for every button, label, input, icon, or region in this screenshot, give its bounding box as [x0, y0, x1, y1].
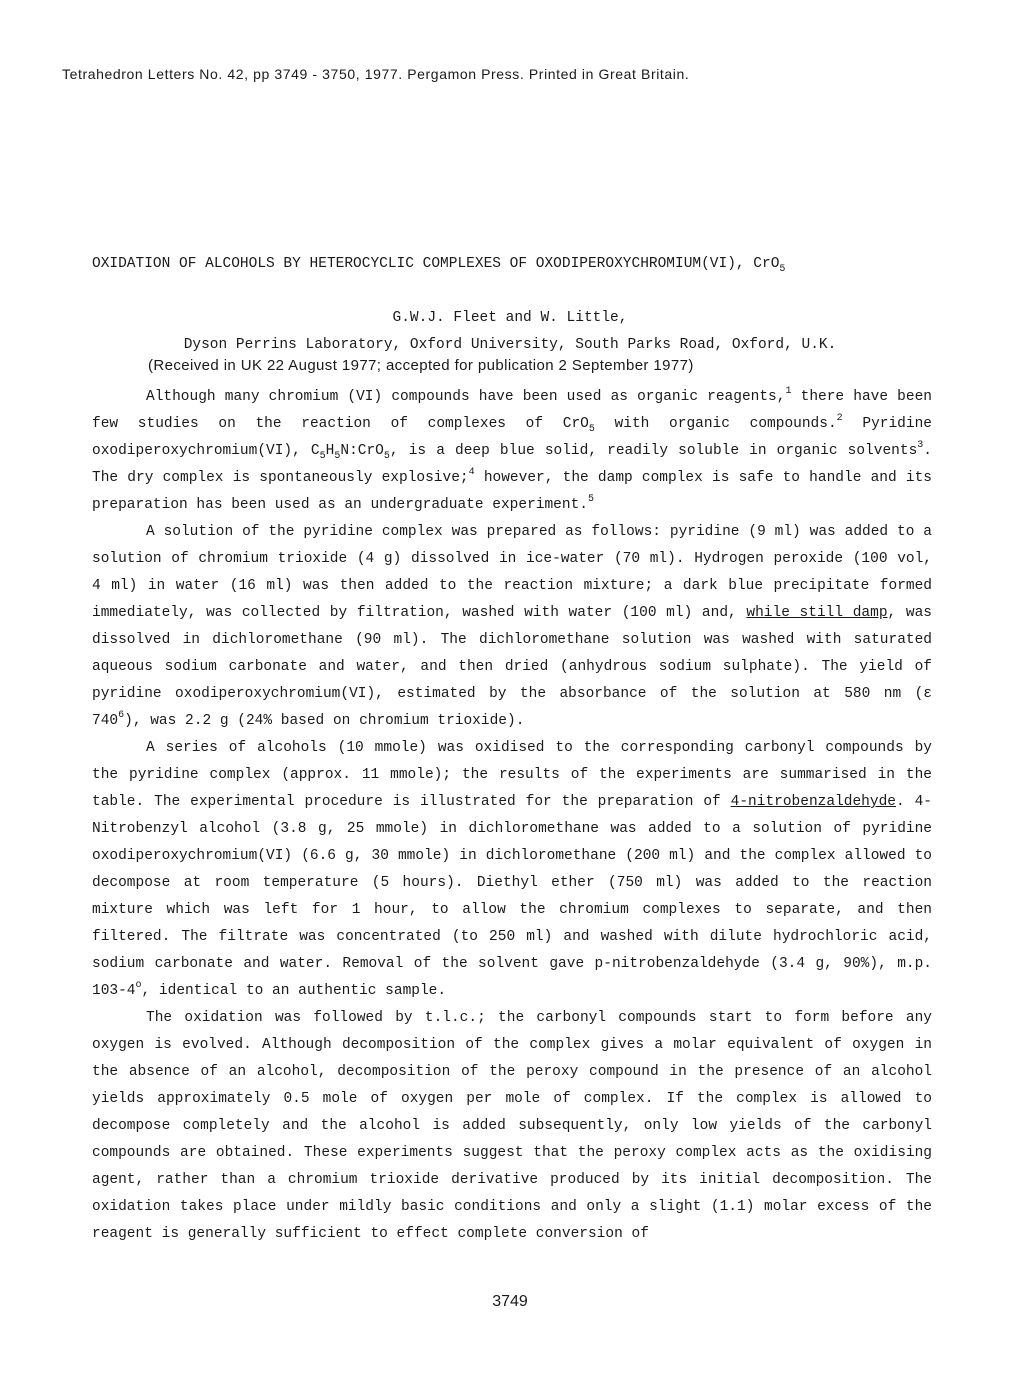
p3-text-a: A series of alcohols (10 mmole) was oxidised to the corresponding carbonyl compounds by the pyridine complex (approx. 11 mmole); the results of the experiments are summarised in the table. The experimental procedure is illustrated for the preparation of: [92, 740, 932, 810]
title-text: OXIDATION OF ALCOHOLS BY HETEROCYCLIC COMPLEXES OF OXODIPEROXYCHROMIUM(VI), CrO: [92, 256, 780, 272]
p1-text-f: N:CrO: [340, 443, 384, 459]
reference-6: 6: [118, 710, 125, 721]
p1-subscript-1: 5: [588, 424, 595, 435]
paragraph-1: [92, 384, 932, 519]
p2-text-b: , was dissolved in dichloromethane (90 ml). The dichloromethane solution was washed with saturated aqueous sodium carbonate and water, and then dried (anhydrous sodium sulphate). The yield of pyridine oxodiperoxychromium(VI), estimated by the absorbance of the solution at 580 nm (ε 740: [92, 605, 932, 729]
p1-text-g: , is a deep blue solid, readily soluble in organic solvents: [389, 443, 918, 459]
degree-symbol: o: [135, 980, 142, 991]
p1-text-d: Pyridine oxodiperoxychromium(VI), C: [92, 416, 932, 459]
article-body: [92, 384, 932, 1248]
reference-1: 1: [785, 386, 792, 397]
journal-header: Tetrahedron Letters No. 42, pp 3749 - 3750, 1977. Pergamon Press. Printed in Great Britain.: [62, 66, 690, 82]
p1-subscript-4: 5: [383, 451, 390, 462]
p1-subscript-2: 5: [319, 451, 326, 462]
received-dates: (Received in UK 22 August 1977; accepted for publication 2 September 1977): [148, 357, 694, 374]
p1-text-a: Although many chromium (VI) compounds have been used as organic reagents,: [146, 389, 786, 405]
p2-text-c: ), was 2.2 g (24% based on chromium trioxide).: [124, 713, 525, 729]
paragraph-4: The oxidation was followed by t.l.c.; the carbonyl compounds start to form before any oxygen is evolved. Although decomposition of the complex gives a molar equivalent of oxygen in the absence of an alcohol, decomposition of the peroxy compound in the presence of an alcohol yields approximately 0.5 mole of oxygen per mole of complex. If the complex is allowed to decompose completely and the alcohol is added subsequently, only low yields of the carbonyl compounds are obtained. These experiments suggest that the peroxy complex acts as the oxidising agent, rather than a chromium trioxide derivative produced by its initial decomposition. The oxidation takes place under mildly basic conditions and only a slight (1.1) molar excess of the reagent is generally sufficient to effect complete conversion of: [92, 1010, 932, 1242]
p3-underlined-text: 4-nitrobenzaldehyde: [730, 794, 896, 810]
affiliation: Dyson Perrins Laboratory, Oxford University, South Parks Road, Oxford, U.K.: [183, 337, 837, 353]
page-number: 3749: [492, 1293, 528, 1310]
p1-text-b: there have been few studies on the reaction of complexes of CrO: [92, 389, 932, 432]
p2-underlined-text: while still damp: [746, 605, 888, 621]
p1-text-c: with organic compounds.: [594, 416, 837, 432]
p2-text-a: A solution of the pyridine complex was prepared as follows: pyridine (9 ml) was added to a solution of chromium trioxide (4 g) dissolved in ice-water (70 ml). Hydrogen peroxide (100 vol, 4 ml) in water (16 ml) was then added to the reaction mixture; a dark blue precipitate formed immediately, was collected by filtration, washed with water (100 ml) and,: [92, 524, 932, 621]
p1-text-h: . The dry complex is spontaneously explosive;: [92, 443, 932, 486]
p3-text-c: , identical to an authentic sample.: [141, 983, 447, 999]
paragraph-2: [92, 519, 932, 735]
p1-subscript-3: 5: [334, 451, 341, 462]
p1-text-i: however, the damp complex is safe to handle and its preparation has been used as an undergraduate experiment.: [92, 470, 932, 513]
reference-2: 2: [836, 413, 843, 424]
reference-3: 3: [917, 440, 924, 451]
title-subscript: 5: [779, 264, 786, 275]
p1-text-e: H: [325, 443, 335, 459]
reference-4: 4: [468, 467, 475, 478]
paragraph-3: [92, 735, 932, 1005]
authors: G.W.J. Fleet and W. Little,: [392, 310, 628, 326]
p3-text-b: . 4-Nitrobenzyl alcohol (3.8 g, 25 mmole) in dichloromethane was added to a solution of pyridine oxodiperoxychromium(VI) (6.6 g, 30 mmole) in dichloromethane (200 ml) and the complex allowed to decompose at room temperature (5 hours). Diethyl ether (750 ml) was added to the reaction mixture which was left for 1 hour, to allow the chromium complexes to separate, and then filtered. The filtrate was concentrated (to 250 ml) and washed with dilute hydrochloric acid, sodium carbonate and water. Removal of the solvent gave p-nitrobenzaldehyde (3.4 g, 90%), m.p. 103-4: [92, 794, 932, 999]
article-title: [92, 256, 786, 275]
reference-5: 5: [587, 494, 594, 505]
